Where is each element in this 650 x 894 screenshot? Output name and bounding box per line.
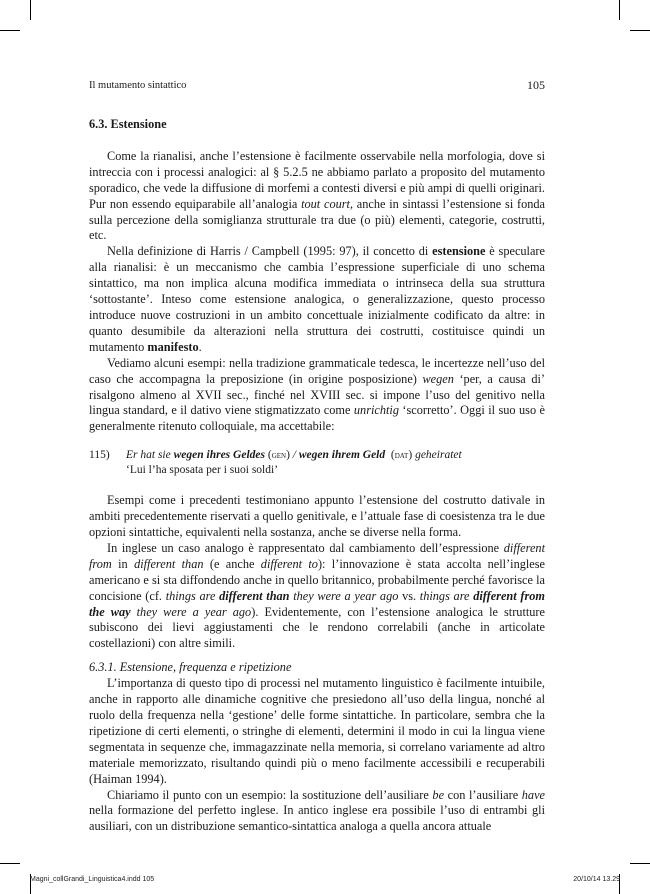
example-115	[89, 448, 545, 478]
crop-mark	[619, 0, 620, 20]
paragraph: Chiariamo il punto con un esempio: la sostituzione dell’ausiliare be con l’ausiliare have nella formazione del perfetto inglese. In antico inglese era possibile l’uso di entrambi gli ausiliari, con un distribuzione semantico-sintattica analoga a quella ancora attuale	[89, 787, 545, 834]
main-text	[89, 117, 545, 835]
paragraph: Esempi come i precedenti testimoniano appunto l’estensione del costrutto dativale in ambiti precedentemente riservati a quello genitivale, e l’attuale fase di coesistenza tra le due opzioni sintattiche, equivalenti nella sostanza, anche se diverse nella forma.	[89, 493, 545, 540]
crop-mark	[630, 30, 650, 31]
example-number: 115)	[89, 449, 110, 462]
paragraph: Nella definizione di Harris / Campbell (1995: 97), il concetto di estensione è speculare alla rianalisi: è un meccanismo che cambia l’espressione superficiale di uno schema sintattico, ma non implica alcuna modifica immediata o intrinseca della sua struttura ‘sottostante’. Inteso come estensione analogica, o generalizzazione, questo processo introduce nuove costruzioni in un ambito concettuale inizialmente codificato da altre: in quanto desumibile da alterazioni nella struttura dei costrutti, costituisce quindi un mutamento manifesto.	[89, 244, 545, 354]
page-number: 105	[527, 78, 545, 92]
crop-mark	[0, 30, 20, 31]
example-gloss: ‘Lui l’ha sposata per i suoi soldi’	[126, 464, 279, 477]
section-heading: 6.3. Estensione	[89, 117, 167, 131]
paragraph: Vediamo alcuni esempi: nella tradizione grammaticale tedesca, le incertezze nell’uso del caso che accompagna la preposizione (in origine posposizione) wegen ‘per, a causa di’ risalgono almeno al XVII sec., finché nel XVIII sec. si impone l’uso del genitivo nella lingua standard, e il dativo viene stigmatizzato come unrichtig ‘scorretto’. Oggi il suo uso è generalmente ritenuto colloquiale, ma accettabile:	[89, 355, 545, 434]
paragraph: L’importanza di questo tipo di processi nel mutamento linguistico è facilmente intuibile, anche in rapporto alle dinamiche cognitive che presiedono all’uso della lingua, nonché al ruolo della frequenza nella ‘gestione’ delle forme sintattiche. In particolare, sembra che la ripetizione di certi elementi, o stringhe di elementi, determini il modo in cui la lingua viene segmentata in sequenze che, immagazzinate nella memoria, si correlano variamente ad altro materiale memorizzato, risultando quindi più o meno facilmente accessibili e recuperabili (Haiman 1994).	[89, 676, 545, 786]
crop-mark	[30, 0, 31, 20]
paragraph: In inglese un caso analogo è rappresentato dal cambiamento dell’espressione different from in different than (e anche different to): l’innovazione è stata accolta nell’inglese americano e si sta diffondendo anche in quello britannico, probabilmente perché favorisce la concisione (cf. things are different than they were a year ago vs. things are different from the way they were a year ago). Evidentemente, con l’estensione analogica le strutture subiscono dei lievi aggiustamenti che le rendono correlabili (anche in articolate costellazioni) con altre simili.	[89, 540, 545, 651]
running-title: Il mutamento sintattico	[89, 80, 187, 91]
crop-mark	[0, 863, 20, 864]
example-sentence: Er hat sie wegen ihres Geldes (gen) / wegen ihrem Geld (dat) geheiratet	[126, 449, 462, 462]
crop-mark	[630, 863, 650, 864]
slug-filename: Magni_collGrandi_Linguistica4.indd 105	[30, 876, 155, 883]
slug-timestamp: 20/10/14 13.29	[573, 876, 620, 883]
subsection-heading: 6.3.1. Estensione, frequenza e ripetizione	[89, 660, 292, 675]
paragraph: Come la rianalisi, anche l’estensione è facilmente osservabile nella morfologia, dove si intreccia con i processi analogici: al § 5.2.5 ne abbiamo parlato a proposito del mutamento sporadico, che vede la diffusione di morfemi a contesti diversi e più ampi di quelli originari. Pur non essendo equiparabile all’analogia tout court, anche in sintassi l’estensione si fonda sulla percezione della somiglianza strutturale tra due (o più) elementi, categorie, costrutti, etc.	[89, 148, 545, 243]
